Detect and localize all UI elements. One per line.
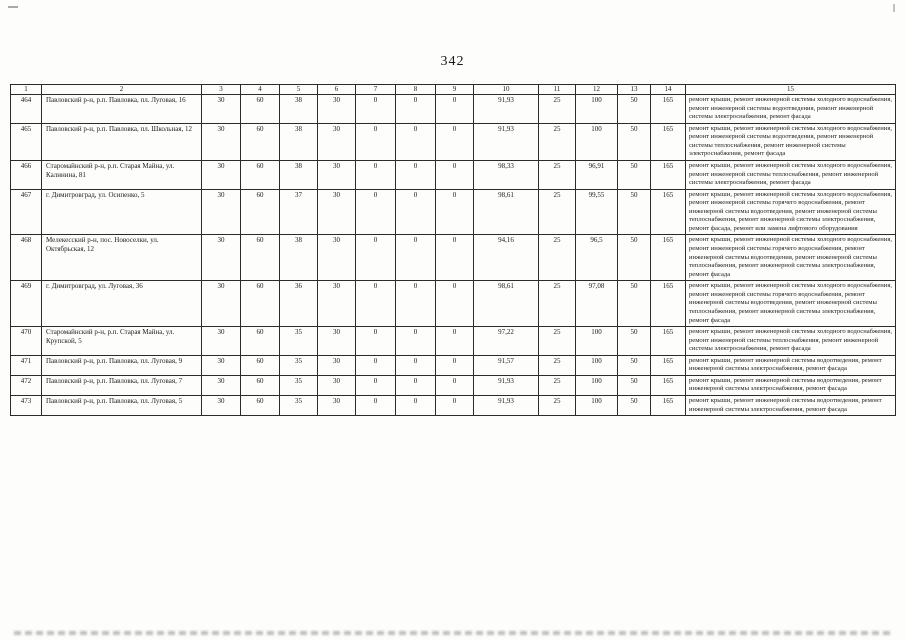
cell-c6: 30 <box>318 355 356 375</box>
table-row <box>11 123 896 160</box>
cell-c9: 0 <box>436 95 474 124</box>
cell-c5: 37 <box>280 189 318 235</box>
cell-c14: 165 <box>651 189 686 235</box>
table-body <box>11 95 896 416</box>
page-number: 342 <box>440 54 465 69</box>
cell-c9: 0 <box>436 123 474 160</box>
cell-c9: 0 <box>436 375 474 395</box>
cell-c12: 100 <box>576 95 618 124</box>
cell-works: ремонт крыши, ремонт инженерной системы холодного водоснабжения, ремонт инженерной системы горячего водоснабжения, ремонт инженерной системы водоотведения, ремонт инженерной системы теплоснабжения, ремонт инженерной системы электроснабжения, ремонт фасада <box>686 235 896 281</box>
cell-c7: 0 <box>356 235 396 281</box>
cell-c4: 60 <box>241 235 280 281</box>
cell-c5: 36 <box>280 281 318 327</box>
cell-c10: 91,93 <box>474 123 539 160</box>
cell-c6: 30 <box>318 123 356 160</box>
cell-c14: 165 <box>651 355 686 375</box>
cell-c11: 25 <box>539 396 576 416</box>
cell-c10: 98,61 <box>474 189 539 235</box>
cell-works: ремонт крыши, ремонт инженерной системы водоотведения, ремонт инженерной системы электроснабжения, ремонт фасада <box>686 355 896 375</box>
cell-c3: 30 <box>202 375 241 395</box>
cell-c3: 30 <box>202 160 241 189</box>
cell-c6: 30 <box>318 375 356 395</box>
cell-address: Павловский р-н, р.п. Павловка, пл. Луговая, 7 <box>42 375 202 395</box>
header-row <box>11 85 896 95</box>
cell-c5: 35 <box>280 375 318 395</box>
cell-address: Павловский р-н, р.п. Павловка, пл. Школьная, 12 <box>42 123 202 160</box>
cell-c10: 91,93 <box>474 396 539 416</box>
cell-c9: 0 <box>436 235 474 281</box>
cell-c13: 50 <box>618 123 651 160</box>
column-header: 8 <box>396 85 436 95</box>
column-header: 7 <box>356 85 396 95</box>
cell-num: 466 <box>11 160 42 189</box>
cell-c10: 91,93 <box>474 375 539 395</box>
cell-address: г. Димитровград, ул. Луговая, 36 <box>42 281 202 327</box>
cell-c3: 30 <box>202 123 241 160</box>
cell-c14: 165 <box>651 281 686 327</box>
cell-c7: 0 <box>356 396 396 416</box>
cell-c8: 0 <box>396 281 436 327</box>
cell-c14: 165 <box>651 327 686 356</box>
cell-c13: 50 <box>618 396 651 416</box>
cell-c12: 100 <box>576 375 618 395</box>
cell-works: ремонт крыши, ремонт инженерной системы холодного водоснабжения, ремонт инженерной системы горячего водоснабжения, ремонт инженерной системы водоотведения, ремонт инженерной системы теплоснабжения, ремонт инженерной системы электроснабжения, ремонт фасада, ремонт или замена лифтового оборудования <box>686 189 896 235</box>
cell-c12: 100 <box>576 355 618 375</box>
cell-c3: 30 <box>202 189 241 235</box>
cell-c12: 96,5 <box>576 235 618 281</box>
table-row <box>11 235 896 281</box>
cell-c5: 38 <box>280 235 318 281</box>
scan-artifact-icon <box>8 6 18 8</box>
cell-c6: 30 <box>318 95 356 124</box>
cell-c7: 0 <box>356 160 396 189</box>
cell-c11: 25 <box>539 123 576 160</box>
cell-c7: 0 <box>356 355 396 375</box>
column-header: 5 <box>280 85 318 95</box>
cell-c13: 50 <box>618 95 651 124</box>
cell-c11: 25 <box>539 281 576 327</box>
cell-address: Павловский р-н, р.п. Павловка, пл. Луговая, 9 <box>42 355 202 375</box>
cell-c11: 25 <box>539 375 576 395</box>
column-header: 13 <box>618 85 651 95</box>
cell-address: г. Димитровград, ул. Осипенко, 5 <box>42 189 202 235</box>
cell-c10: 94,16 <box>474 235 539 281</box>
cell-c6: 30 <box>318 160 356 189</box>
cell-num: 465 <box>11 123 42 160</box>
cell-address: Павловский р-н, р.п. Павловка, пл. Луговая, 16 <box>42 95 202 124</box>
repairs-table <box>10 84 896 416</box>
column-header: 3 <box>202 85 241 95</box>
table-row <box>11 375 896 395</box>
column-header: 9 <box>436 85 474 95</box>
cell-c12: 100 <box>576 123 618 160</box>
cell-c3: 30 <box>202 327 241 356</box>
cell-c3: 30 <box>202 95 241 124</box>
page-bottom-scan-artifact <box>14 631 891 635</box>
cell-address: Мелекесский р-н, пос. Новоселки, ул. Октябрьская, 12 <box>42 235 202 281</box>
column-header: 1 <box>11 85 42 95</box>
cell-c10: 91,57 <box>474 355 539 375</box>
cell-c14: 165 <box>651 160 686 189</box>
cell-c11: 25 <box>539 95 576 124</box>
cell-c14: 165 <box>651 375 686 395</box>
cell-works: ремонт крыши, ремонт инженерной системы водоотведения, ремонт инженерной системы электроснабжения, ремонт фасада <box>686 396 896 416</box>
cell-c4: 60 <box>241 375 280 395</box>
cell-c8: 0 <box>396 327 436 356</box>
cell-c8: 0 <box>396 235 436 281</box>
cell-c3: 30 <box>202 355 241 375</box>
cell-c12: 100 <box>576 327 618 356</box>
cell-c9: 0 <box>436 160 474 189</box>
cell-num: 464 <box>11 95 42 124</box>
table-row <box>11 281 896 327</box>
cell-c6: 30 <box>318 235 356 281</box>
cell-c8: 0 <box>396 396 436 416</box>
cell-c13: 50 <box>618 375 651 395</box>
cell-c13: 50 <box>618 327 651 356</box>
column-header: 4 <box>241 85 280 95</box>
cell-c7: 0 <box>356 375 396 395</box>
cell-c6: 30 <box>318 327 356 356</box>
cell-c8: 0 <box>396 123 436 160</box>
cell-c4: 60 <box>241 396 280 416</box>
column-header: 6 <box>318 85 356 95</box>
cell-c4: 60 <box>241 281 280 327</box>
cell-c8: 0 <box>396 160 436 189</box>
cell-c7: 0 <box>356 123 396 160</box>
cell-num: 469 <box>11 281 42 327</box>
cell-c3: 30 <box>202 396 241 416</box>
column-header: 2 <box>42 85 202 95</box>
column-header: 12 <box>576 85 618 95</box>
cell-c11: 25 <box>539 327 576 356</box>
cell-works: ремонт крыши, ремонт инженерной системы холодного водоснабжения, ремонт инженерной системы водоотведения, ремонт инженерной системы электроснабжения, ремонт фасада <box>686 95 896 124</box>
cell-c5: 35 <box>280 327 318 356</box>
cell-c9: 0 <box>436 327 474 356</box>
cell-num: 470 <box>11 327 42 356</box>
cell-c11: 25 <box>539 189 576 235</box>
cell-c9: 0 <box>436 355 474 375</box>
cell-c8: 0 <box>396 95 436 124</box>
column-header: 14 <box>651 85 686 95</box>
cell-works: ремонт крыши, ремонт инженерной системы водоотведения, ремонт инженерной системы электроснабжения, ремонт фасада <box>686 375 896 395</box>
cell-c7: 0 <box>356 327 396 356</box>
cell-c6: 30 <box>318 396 356 416</box>
cell-c12: 99,55 <box>576 189 618 235</box>
cell-works: ремонт крыши, ремонт инженерной системы холодного водоснабжения, ремонт инженерной системы горячего водоснабжения, ремонт инженерной системы водоотведения, ремонт инженерной системы теплоснабжения, ремонт инженерной системы электроснабжения, ремонт фасада <box>686 281 896 327</box>
cell-c13: 50 <box>618 235 651 281</box>
cell-c12: 100 <box>576 396 618 416</box>
cell-c14: 165 <box>651 235 686 281</box>
table-row <box>11 327 896 356</box>
cell-c7: 0 <box>356 189 396 235</box>
cell-c4: 60 <box>241 355 280 375</box>
cell-num: 467 <box>11 189 42 235</box>
cell-c10: 91,93 <box>474 95 539 124</box>
cell-c4: 60 <box>241 95 280 124</box>
cell-c10: 98,61 <box>474 281 539 327</box>
table-row <box>11 396 896 416</box>
cell-c3: 30 <box>202 281 241 327</box>
cell-c8: 0 <box>396 189 436 235</box>
cell-c7: 0 <box>356 95 396 124</box>
cell-c5: 35 <box>280 355 318 375</box>
cell-address: Старомайнский р-н, р.п. Старая Майна, ул. Калинина, 81 <box>42 160 202 189</box>
cell-c10: 98,33 <box>474 160 539 189</box>
cell-works: ремонт крыши, ремонт инженерной системы холодного водоснабжения, ремонт инженерной системы теплоснабжения, ремонт инженерной системы электроснабжения, ремонт фасада <box>686 327 896 356</box>
cell-c4: 60 <box>241 160 280 189</box>
cell-c10: 97,22 <box>474 327 539 356</box>
cell-c13: 50 <box>618 355 651 375</box>
table-row <box>11 95 896 124</box>
cell-c11: 25 <box>539 355 576 375</box>
cell-c12: 97,08 <box>576 281 618 327</box>
cell-c5: 38 <box>280 160 318 189</box>
table-row <box>11 160 896 189</box>
cell-c7: 0 <box>356 281 396 327</box>
cell-c5: 35 <box>280 396 318 416</box>
cell-c9: 0 <box>436 281 474 327</box>
table-row <box>11 189 896 235</box>
cell-c14: 165 <box>651 95 686 124</box>
cell-c11: 25 <box>539 160 576 189</box>
cell-c6: 30 <box>318 189 356 235</box>
cell-address: Павловский р-н, р.п. Павловка, пл. Луговая, 5 <box>42 396 202 416</box>
cell-num: 468 <box>11 235 42 281</box>
cell-c13: 50 <box>618 160 651 189</box>
cell-works: ремонт крыши, ремонт инженерной системы холодного водоснабжения, ремонт инженерной системы водоотведения, ремонт инженерной системы теплоснабжения, ремонт инженерной системы электроснабжения, ремонт фасада <box>686 123 896 160</box>
cell-c4: 60 <box>241 327 280 356</box>
cell-c13: 50 <box>618 281 651 327</box>
cell-c5: 38 <box>280 123 318 160</box>
cell-c6: 30 <box>318 281 356 327</box>
column-header: 11 <box>539 85 576 95</box>
cell-c11: 25 <box>539 235 576 281</box>
cell-c8: 0 <box>396 355 436 375</box>
cell-c14: 165 <box>651 396 686 416</box>
cell-num: 471 <box>11 355 42 375</box>
cell-num: 473 <box>11 396 42 416</box>
column-header: 10 <box>474 85 539 95</box>
cell-c4: 60 <box>241 189 280 235</box>
cell-c3: 30 <box>202 235 241 281</box>
column-header: 15 <box>686 85 896 95</box>
cell-c8: 0 <box>396 375 436 395</box>
cell-c4: 60 <box>241 123 280 160</box>
cell-works: ремонт крыши, ремонт инженерной системы холодного водоснабжения, ремонт инженерной системы теплоснабжения, ремонт инженерной системы электроснабжения, ремонт фасада <box>686 160 896 189</box>
cell-c9: 0 <box>436 189 474 235</box>
table-header <box>11 85 896 95</box>
cell-num: 472 <box>11 375 42 395</box>
cell-c13: 50 <box>618 189 651 235</box>
cell-address: Старомайнский р-н, р.п. Старая Майна, ул. Крупской, 5 <box>42 327 202 356</box>
cell-c12: 96,91 <box>576 160 618 189</box>
cell-c5: 38 <box>280 95 318 124</box>
scan-artifact-icon <box>893 4 895 12</box>
cell-c9: 0 <box>436 396 474 416</box>
table-row <box>11 355 896 375</box>
cell-c14: 165 <box>651 123 686 160</box>
